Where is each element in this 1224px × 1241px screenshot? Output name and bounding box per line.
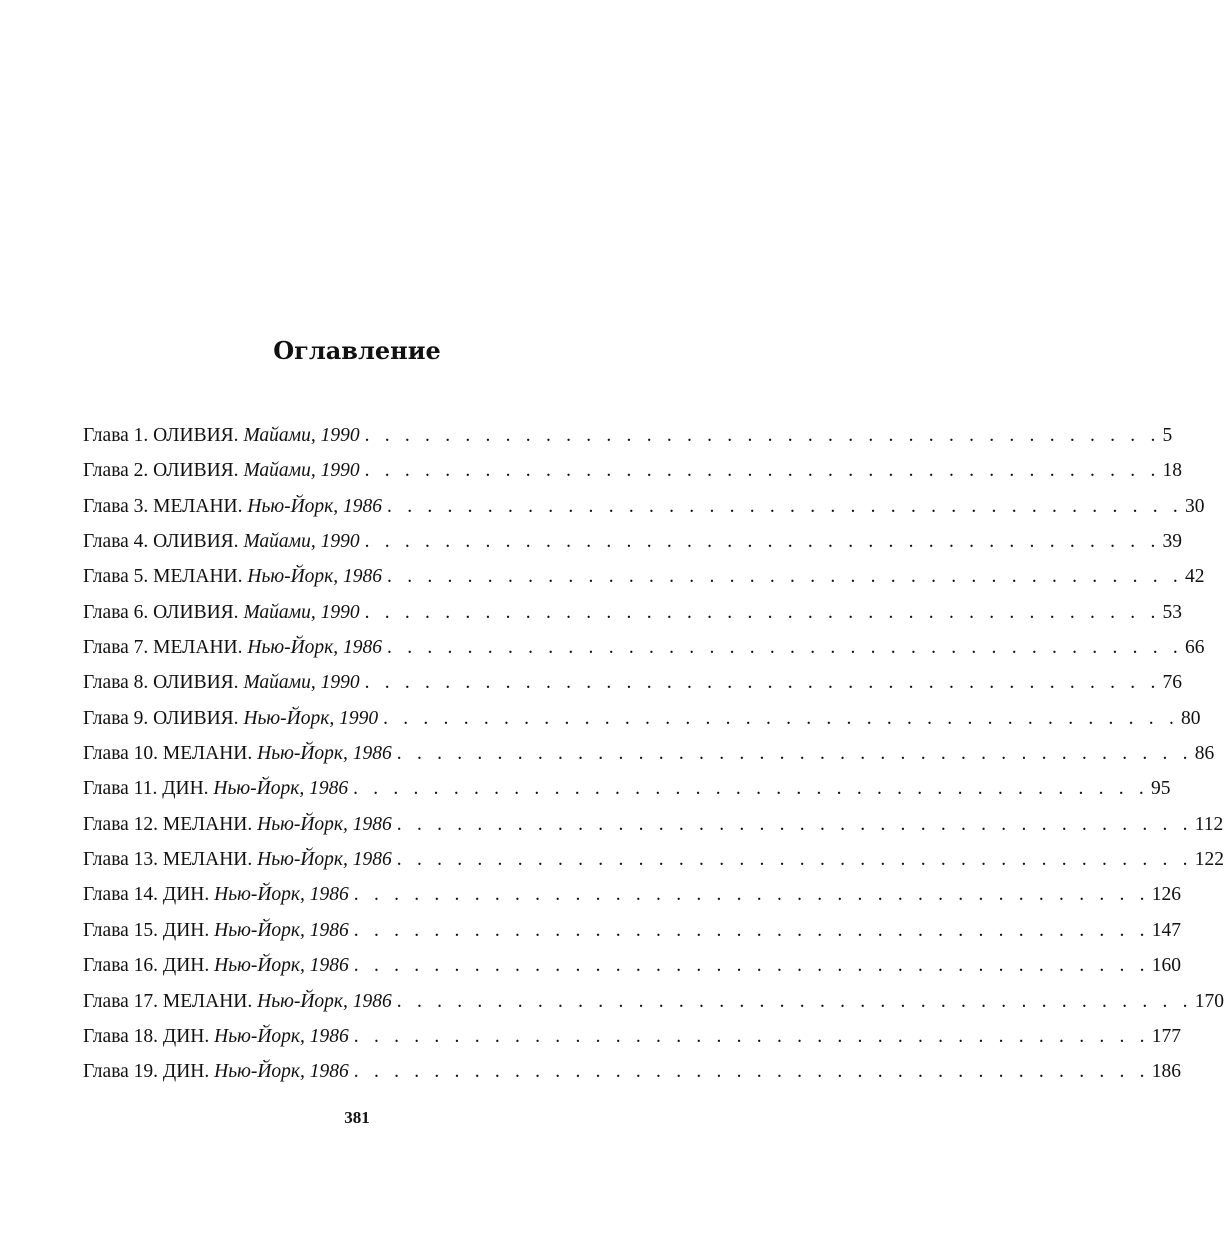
- toc-chapter-title: Глава 2. ОЛИВИЯ.: [83, 460, 244, 482]
- toc-leader-dots: . . . . . . . . . . . . . . . . . . . . . . . . . . . . . . . . . . . . . . . .: [353, 919, 1150, 941]
- toc-entry: [83, 489, 1205, 524]
- toc-page-number: 30: [1184, 495, 1205, 517]
- toc-leader-dots: . . . . . . . . . . . . . . . . . . . . . . . . . . . . . . . . . . . . . . . .: [353, 955, 1150, 977]
- toc-chapter-place: Нью-Йорк, 1986: [247, 495, 383, 517]
- toc-page-number: 126: [1151, 884, 1181, 906]
- toc-page-number: 95: [1151, 778, 1171, 800]
- toc-chapter-place: Нью-Йорк, 1986: [214, 919, 349, 941]
- toc-entry: [83, 630, 1205, 665]
- toc-page-number: 42: [1184, 566, 1205, 588]
- toc-chapter-place: Нью-Йорк, 1986: [257, 743, 392, 765]
- toc-chapter-title: Глава 8. ОЛИВИЯ.: [83, 672, 244, 694]
- toc-page-number: 122: [1194, 849, 1224, 871]
- toc-entry: [83, 736, 1215, 771]
- toc-page-number: 76: [1162, 672, 1183, 694]
- toc-leader-dots: . . . . . . . . . . . . . . . . . . . . . . . . . . . . . . . . . . . . . . . .: [364, 672, 1161, 694]
- toc-page-number: 177: [1151, 1025, 1181, 1047]
- toc-chapter-title: Глава 11. ДИН.: [83, 778, 214, 800]
- toc-entry-label: [83, 418, 360, 453]
- toc-leader-dots: . . . . . . . . . . . . . . . . . . . . . . . . . . . . . . . . . . . . . . . .: [387, 637, 1183, 659]
- toc-leader-dots: . . . . . . . . . . . . . . . . . . . . . . . . . . . . . . . . . . . . . . . .: [396, 990, 1193, 1012]
- toc-entry-label: [83, 665, 360, 700]
- toc-chapter-title: Глава 13. МЕЛАНИ.: [83, 849, 258, 871]
- toc-leader-dots: . . . . . . . . . . . . . . . . . . . . . . . . . . . . . . . . . . . . . . . .: [396, 743, 1193, 765]
- toc-entry-label: [83, 559, 382, 594]
- toc-entry: [83, 948, 1181, 983]
- toc-page-number: 170: [1194, 990, 1224, 1012]
- toc-chapter-place: Нью-Йорк, 1986: [214, 955, 349, 977]
- toc-entry-label: [83, 877, 349, 912]
- toc-leader-dots: . . . . . . . . . . . . . . . . . . . . . . . . . . . . . . . . . . . . . . . .: [387, 566, 1183, 588]
- toc-page-number: 86: [1194, 743, 1215, 765]
- table-of-contents: [83, 418, 1224, 1090]
- toc-leader-dots: . . . . . . . . . . . . . . . . . . . . . . . . . . . . . . . . . . . . . . . .: [353, 778, 1150, 800]
- toc-entry: [83, 771, 1171, 806]
- toc-entry-label: [83, 771, 348, 806]
- toc-entry: [83, 524, 1183, 559]
- toc-leader-dots: . . . . . . . . . . . . . . . . . . . . . . . . . . . . . . . . . . . . . . . .: [353, 1061, 1150, 1083]
- toc-chapter-title: Глава 6. ОЛИВИЯ.: [83, 601, 244, 623]
- toc-chapter-title: Глава 15. ДИН.: [83, 919, 215, 941]
- toc-entry: [83, 807, 1224, 842]
- toc-page-number: 5: [1162, 425, 1173, 446]
- toc-entry: [83, 559, 1205, 594]
- toc-page-number: 186: [1151, 1061, 1181, 1083]
- toc-entry: [83, 1019, 1181, 1054]
- toc-leader-dots: . . . . . . . . . . . . . . . . . . . . . . . . . . . . . . . . . . . . . . . .: [396, 849, 1193, 871]
- toc-chapter-place: Нью-Йорк, 1986: [214, 1061, 349, 1083]
- toc-chapter-place: Майами, 1990: [243, 672, 360, 694]
- toc-chapter-title: Глава 3. МЕЛАНИ.: [83, 495, 248, 517]
- toc-page-number: 80: [1181, 707, 1201, 729]
- toc-entry: [83, 842, 1224, 877]
- toc-entry: [83, 418, 1173, 453]
- toc-entry-label: [83, 984, 392, 1019]
- toc-heading: Оглавление: [273, 336, 441, 365]
- toc-chapter-place: Майами, 1990: [243, 460, 360, 482]
- toc-entry-label: [83, 913, 349, 948]
- toc-chapter-place: Нью-Йорк, 1986: [257, 813, 392, 835]
- toc-chapter-title: Глава 12. МЕЛАНИ.: [83, 813, 258, 835]
- toc-chapter-title: Глава 1. ОЛИВИЯ.: [83, 425, 244, 446]
- toc-chapter-place: Нью-Йорк, 1986: [247, 566, 383, 588]
- toc-leader-dots: . . . . . . . . . . . . . . . . . . . . . . . . . . . . . . . . . . . . . . . .: [364, 601, 1161, 623]
- toc-chapter-title: Глава 18. ДИН.: [83, 1025, 215, 1047]
- toc-entry-label: [83, 595, 360, 630]
- toc-chapter-place: Нью-Йорк, 1986: [247, 637, 383, 659]
- toc-chapter-title: Глава 19. ДИН.: [83, 1061, 215, 1083]
- toc-chapter-place: Нью-Йорк, 1986: [213, 778, 349, 800]
- toc-chapter-place: Нью-Йорк, 1986: [214, 1025, 349, 1047]
- toc-entry-label: [83, 630, 382, 665]
- toc-entry: [83, 877, 1181, 912]
- toc-entry-label: [83, 453, 360, 488]
- toc-chapter-place: Майами, 1990: [243, 425, 360, 446]
- toc-entry-label: [83, 842, 392, 877]
- page-number: 381: [344, 1108, 370, 1127]
- toc-leader-dots: . . . . . . . . . . . . . . . . . . . . . . . . . . . . . . . . . . . . . . . .: [353, 1025, 1150, 1047]
- toc-chapter-place: Нью-Йорк, 1990: [243, 707, 379, 729]
- toc-leader-dots: . . . . . . . . . . . . . . . . . . . . . . . . . . . . . . . . . . . . . . . .: [364, 531, 1161, 553]
- toc-leader-dots: . . . . . . . . . . . . . . . . . . . . . . . . . . . . . . . . . . . . . . . .: [396, 813, 1193, 835]
- toc-entry-label: [83, 701, 378, 736]
- toc-leader-dots: . . . . . . . . . . . . . . . . . . . . . . . . . . . . . . . . . . . . . . . .: [364, 460, 1161, 482]
- toc-entry-label: [83, 1019, 349, 1054]
- toc-entry: [83, 984, 1224, 1019]
- toc-chapter-title: Глава 10. МЕЛАНИ.: [83, 743, 258, 765]
- toc-leader-dots: . . . . . . . . . . . . . . . . . . . . . . . . . . . . . . . . . . . . . . . .: [383, 707, 1180, 729]
- toc-page-number: 147: [1151, 919, 1181, 941]
- toc-page-number: 112: [1194, 813, 1224, 835]
- toc-leader-dots: . . . . . . . . . . . . . . . . . . . . . . . . . . . . . . . . . . . . . . . .: [364, 425, 1161, 446]
- toc-entry: [83, 1054, 1181, 1089]
- toc-chapter-place: Майами, 1990: [243, 531, 360, 553]
- toc-entry-label: [83, 489, 382, 524]
- toc-entry-label: [83, 1054, 349, 1089]
- toc-chapter-title: Глава 7. МЕЛАНИ.: [83, 637, 248, 659]
- toc-entry: [83, 595, 1183, 630]
- toc-chapter-title: Глава 17. МЕЛАНИ.: [83, 990, 258, 1012]
- toc-page-number: 160: [1151, 955, 1181, 977]
- toc-entry: [83, 913, 1181, 948]
- toc-chapter-title: Глава 16. ДИН.: [83, 955, 215, 977]
- toc-entry: [83, 665, 1183, 700]
- toc-chapter-title: Глава 9. ОЛИВИЯ.: [83, 707, 244, 729]
- toc-chapter-title: Глава 4. ОЛИВИЯ.: [83, 531, 244, 553]
- toc-page-number: 66: [1184, 637, 1205, 659]
- toc-entry: [83, 701, 1201, 736]
- toc-entry-label: [83, 948, 349, 983]
- toc-chapter-place: Нью-Йорк, 1986: [257, 849, 392, 871]
- toc-page-number: 39: [1162, 531, 1183, 553]
- toc-entry: [83, 453, 1183, 488]
- toc-entry-label: [83, 807, 392, 842]
- toc-entry-label: [83, 524, 360, 559]
- toc-chapter-place: Майами, 1990: [243, 601, 360, 623]
- toc-chapter-title: Глава 5. МЕЛАНИ.: [83, 566, 248, 588]
- toc-chapter-place: Нью-Йорк, 1986: [214, 884, 349, 906]
- toc-entry-label: [83, 736, 392, 771]
- toc-page-number: 18: [1162, 460, 1183, 482]
- toc-leader-dots: . . . . . . . . . . . . . . . . . . . . . . . . . . . . . . . . . . . . . . . .: [387, 495, 1183, 517]
- toc-chapter-place: Нью-Йорк, 1986: [257, 990, 392, 1012]
- toc-page-number: 53: [1162, 601, 1183, 623]
- toc-chapter-title: Глава 14. ДИН.: [83, 884, 215, 906]
- toc-leader-dots: . . . . . . . . . . . . . . . . . . . . . . . . . . . . . . . . . . . . . . . .: [353, 884, 1150, 906]
